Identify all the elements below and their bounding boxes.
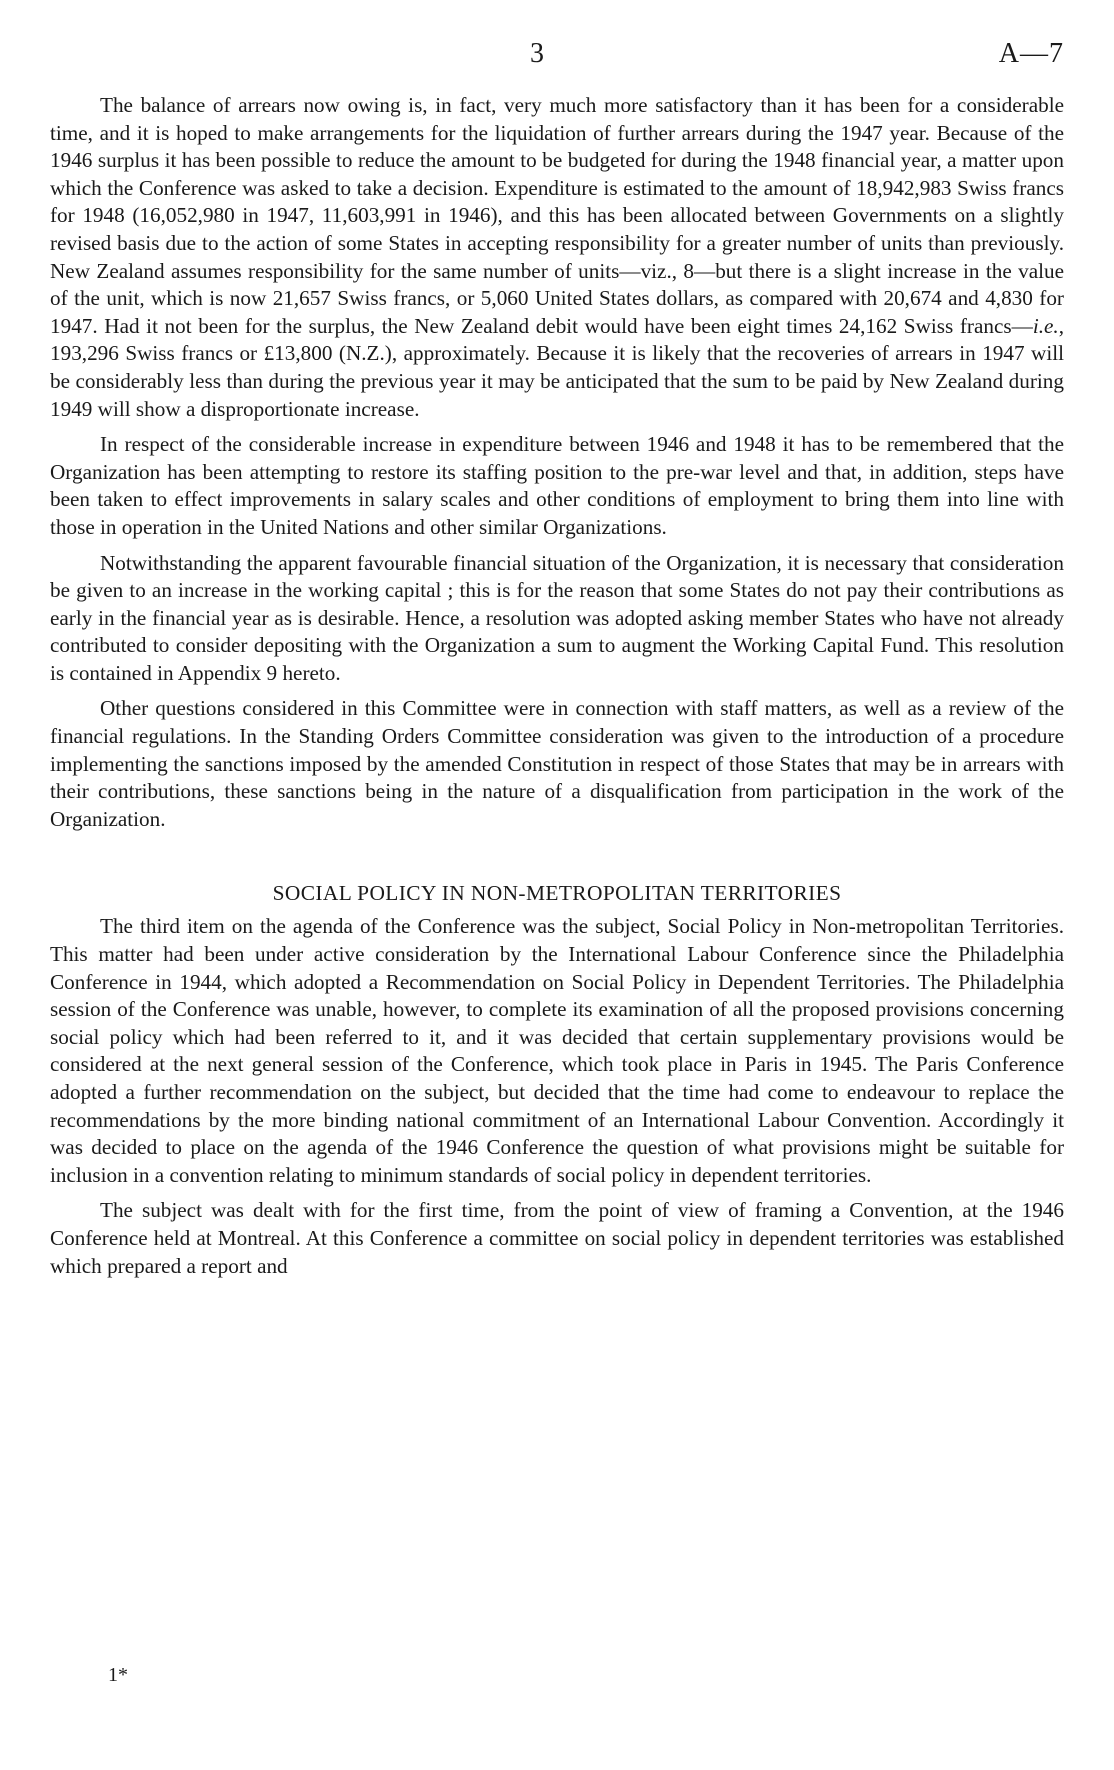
document-code: A—7: [998, 38, 1064, 69]
paragraph-expenditure: In respect of the considerable increase in expenditure between 1946 and 1948 it has to be remembered that the Organization has been attempting to restore its staffing position to the pre-war level and that, in addition, steps have been taken to effect improvements in salary scales and other conditions of employment to bring them into line with those in operation in the United Nations and other similar Organizations.: [50, 432, 1064, 539]
section-heading: SOCIAL POLICY IN NON-METROPOLITAN TERRITORIES: [272, 881, 842, 906]
paragraph-montreal: The subject was dealt with for the first time, from the point of view of framing a Convention, at the 1946 Conference held at Montreal. At this Conference a committee on social policy in dependent territories was established which prepared a report and: [50, 1198, 1064, 1278]
paragraph-arrears: [50, 92, 1064, 423]
paragraph-arrears-text: The balance of arrears now owing is, in fact, very much more satisfactory than it has been for a considerable time, and it is hoped to make arrangements for the liquidation of further arrears during the 1947 year. Because of the 1946 surplus it has been possible to reduce the amount to be budgeted for during the 1948 financial year, a matter upon which the Conference was asked to take a decision. Expenditure is estimated to the amount of 18,942,983 Swiss francs for 1948 (16,052,980 in 1947, 11,603,991 in 1946), and this has been allocated between Governments on a slightly revised basis due to the action of some States in accepting responsibility for a greater number of units than previously. New Zealand assumes responsibility for the same number of units—viz., 8—but there is a slight increase in the value of the unit, which is now 21,657 Swiss francs, or 5,060 United States dollars, as compared with 20,674 and 4,830 for 1947. Had it not been for the surplus, the New Zealand debit would have been eight times 24,162 Swiss francs—: [50, 93, 1064, 338]
paragraph-working-capital: Notwithstanding the apparent favourable financial situation of the Organization, it is necessary that consideration be given to an increase in the working capital ; this is for the reason that some States do not pay their contributions as early in the financial year as is desirable. Hence, a resolution was adopted asking member States who have not already contributed to consider depositing with the Organization a sum to augment the Working Capital Fund. This resolution is contained in Appendix 9 hereto.: [50, 550, 1064, 685]
paragraph-social-policy: The third item on the agenda of the Conference was the subject, Social Policy in Non-metropolitan Territories. This matter had been under active consideration by the International Labour Conference since the Philadelphia Conference in 1944, which adopted a Recommendation on Social Policy in Dependent Territories. The Philadelphia session of the Conference was unable, however, to complete its examination of all the proposed provisions concerning social policy which had been referred to it, and it was decided that certain supplementary provisions would be considered at the next general session of the Conference, which took place in Paris in 1945. The Paris Conference adopted a further recommendation on the subject, but decided that the time had come to endeavour to replace the recommendations by the more binding national commitment of an International Labour Convention. Accordingly it was decided to place on the agenda of the 1946 Conference the question of what provisions might be suitable for inclusion in a convention relating to minimum standards of social policy in dependent territories.: [50, 914, 1064, 1187]
signature-mark: 1*: [108, 1664, 128, 1686]
document-page: [50, 28, 1064, 1288]
paragraph-arrears-end: , 193,296 Swiss francs or £13,800 (N.Z.), approximately. Because it is likely that the recoveries of arrears in 1947 will be considerably less than during the previous year it may be anticipated that the sum to be paid by New Zealand during 1949 will show a disproportionate increase.: [50, 313, 1064, 421]
page-header: [50, 28, 1064, 88]
paragraph-other-questions: Other questions considered in this Committee were in connection with staff matters, as well as a review of the financial regulations. In the Standing Orders Committee consideration was given to the introduction of a procedure implementing the sanctions imposed by the amended Constitution in respect of those States that may be in arrears with their contributions, these sanctions being in the nature of a disqualification from participation in the work of the Organization.: [50, 696, 1064, 831]
ie-abbreviation: i.e.: [1032, 313, 1059, 338]
page-number: 3: [530, 38, 544, 69]
